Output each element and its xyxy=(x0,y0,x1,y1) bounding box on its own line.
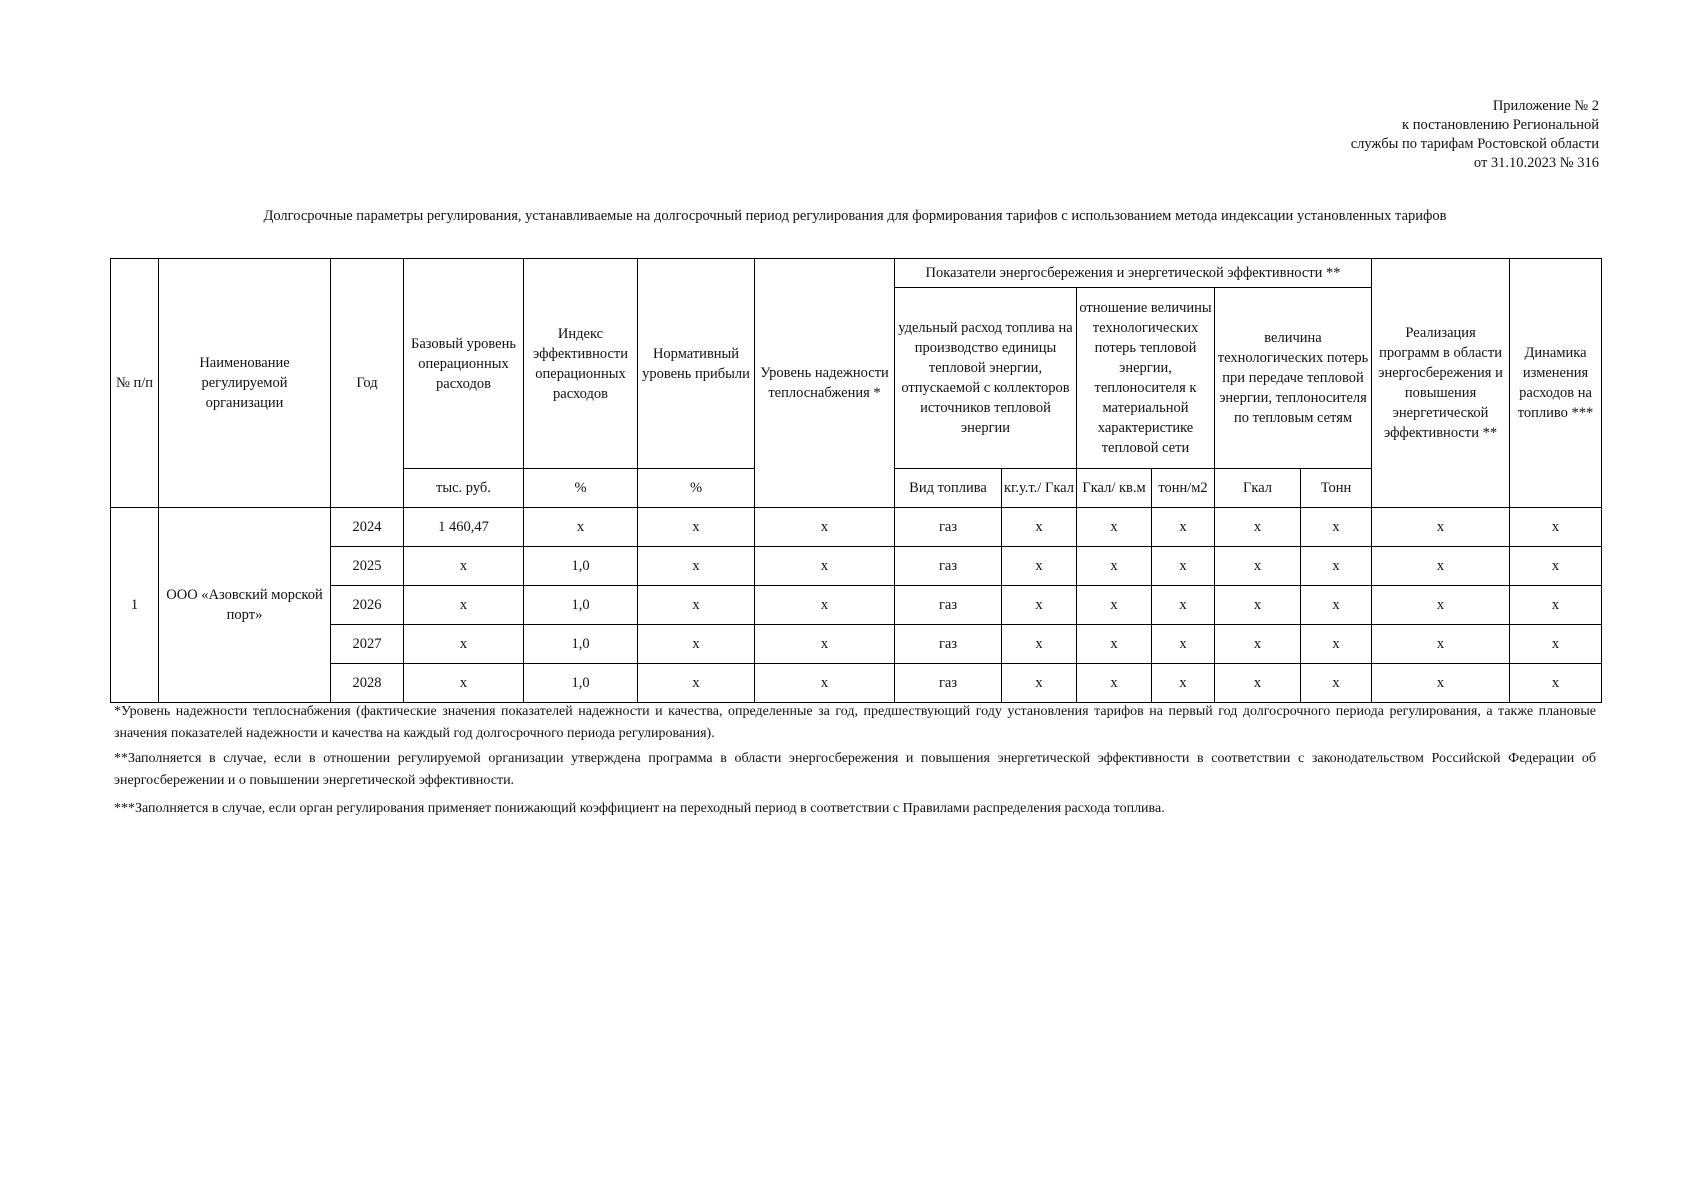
table-cell: x xyxy=(638,586,755,625)
table-cell: x xyxy=(638,547,755,586)
table-cell: x xyxy=(404,547,524,586)
table-cell: 1,0 xyxy=(524,664,638,703)
table-cell: x xyxy=(1215,547,1301,586)
table-cell: x xyxy=(1077,586,1152,625)
appendix-note xyxy=(1179,97,1599,173)
table-cell: x xyxy=(638,508,755,547)
table-cell: x xyxy=(1002,586,1077,625)
parameters-table xyxy=(110,258,1602,703)
table-cell: x xyxy=(1215,625,1301,664)
table-cell: 1,0 xyxy=(524,547,638,586)
header-loss-value: величина технологических потерь при передаче тепловой энергии, теплоносителя по тепловым сетям xyxy=(1215,288,1372,469)
table-cell: x xyxy=(1002,547,1077,586)
footnote: *Уровень надежности теплоснабжения (фактические значения показателей надежности и качества, определенные за год, предшествующий году установления тарифов на первый год долгосрочного периода регулирования, а также плановые значения показателей надежности и качества на каждый год долгосрочного периода регулирования). xyxy=(114,704,1596,741)
unit-ratio-ton: тонн/м2 xyxy=(1152,469,1215,508)
table-cell: газ xyxy=(895,664,1002,703)
table-row xyxy=(111,586,1602,625)
table-cell: x xyxy=(1372,508,1510,547)
table-cell: x xyxy=(755,625,895,664)
table-cell: x xyxy=(524,508,638,547)
table-cell: x xyxy=(755,547,895,586)
footnotes xyxy=(114,701,1596,823)
document-title: Долгосрочные параметры регулирования, устанавливаемые на долгосрочный период регулирования для формирования тарифов с использованием метода индексации установленных тарифов xyxy=(263,208,1447,224)
appendix-line: к постановлению Региональной xyxy=(1402,117,1599,133)
header-dynamics: Динамика изменения расходов на топливо *** xyxy=(1510,259,1602,508)
header-loss-ratio: отношение величины технологических потерь тепловой энергии, теплоносителя к материальной характеристике тепловой сети xyxy=(1077,288,1215,469)
table-cell: x xyxy=(755,664,895,703)
header-fuel-consumption: удельный расход топлива на производство единицы тепловой энергии, отпускаемой с коллекторов источников тепловой энергии xyxy=(895,288,1077,469)
table-cell: x xyxy=(1510,664,1602,703)
year-cell: 2027 xyxy=(331,625,404,664)
table-cell: x xyxy=(1152,664,1215,703)
table-cell: x xyxy=(1510,508,1602,547)
table-cell: x xyxy=(1372,586,1510,625)
table-row xyxy=(111,547,1602,586)
table-row xyxy=(111,625,1602,664)
table-cell: x xyxy=(404,664,524,703)
year-cell: 2024 xyxy=(331,508,404,547)
appendix-line: Приложение № 2 xyxy=(1492,98,1599,114)
header-programs: Реализация программ в области энергосбережения и повышения энергетической эффективности ** xyxy=(1372,259,1510,508)
table-cell: x xyxy=(1301,586,1372,625)
table-cell: x xyxy=(404,586,524,625)
table-cell: x xyxy=(755,586,895,625)
table-cell: газ xyxy=(895,625,1002,664)
table-cell: x xyxy=(404,625,524,664)
year-cell: 2028 xyxy=(331,664,404,703)
table-cell: газ xyxy=(895,547,1002,586)
unit-base-level: тыс. руб. xyxy=(404,469,524,508)
table-cell: x xyxy=(1152,547,1215,586)
table-cell: x xyxy=(1077,547,1152,586)
unit-fuel: кг.у.т./ Гкал xyxy=(1002,469,1077,508)
appendix-line: от 31.10.2023 № 316 xyxy=(1473,155,1599,171)
table-cell: x xyxy=(1077,508,1152,547)
header-index: Индекс эффективности операционных расходов xyxy=(524,259,638,469)
table-cell: 1,0 xyxy=(524,586,638,625)
table-cell: x xyxy=(1301,625,1372,664)
table-cell: x xyxy=(1002,664,1077,703)
unit-loss-ton: Тонн xyxy=(1301,469,1372,508)
unit-loss-gcal: Гкал xyxy=(1215,469,1301,508)
table-cell: 1 460,47 xyxy=(404,508,524,547)
table-row xyxy=(111,508,1602,547)
table-cell: x xyxy=(1215,508,1301,547)
table-cell: 1,0 xyxy=(524,625,638,664)
table-cell: x xyxy=(1510,586,1602,625)
header-org: Наименование регулируемой организации xyxy=(159,259,331,508)
table-cell: x xyxy=(1077,625,1152,664)
footnote: ***Заполняется в случае, если орган регулирования применяет понижающий коэффициент на переходный период в соответствии с Правилами распределения расхода топлива. xyxy=(114,801,1165,816)
unit-profit: % xyxy=(638,469,755,508)
unit-index: % xyxy=(524,469,638,508)
table-cell: x xyxy=(1510,547,1602,586)
table-cell: x xyxy=(1301,508,1372,547)
table-cell: газ xyxy=(895,586,1002,625)
header-year: Год xyxy=(331,259,404,508)
table-cell: x xyxy=(755,508,895,547)
table-cell: x xyxy=(1215,586,1301,625)
unit-ratio-gcal: Гкал/ кв.м xyxy=(1077,469,1152,508)
table-cell: x xyxy=(1152,586,1215,625)
table-cell: x xyxy=(638,625,755,664)
org-number-cell: 1 xyxy=(111,508,159,703)
header-num: № п/п xyxy=(111,259,159,508)
table-cell: x xyxy=(1301,664,1372,703)
table-cell: x xyxy=(1372,547,1510,586)
table-cell: x xyxy=(638,664,755,703)
table-row xyxy=(111,664,1602,703)
table-cell: x xyxy=(1372,664,1510,703)
header-row xyxy=(111,259,1602,288)
footnote: **Заполняется в случае, если в отношении регулируемой организации утверждена программа в области энергосбережения и повышения энергетической эффективности в соответствии с законодательством Российской Федерации об энергосбережении и о повышении энергетической эффективности. xyxy=(114,751,1596,788)
table-cell: x xyxy=(1077,664,1152,703)
table-cell: x xyxy=(1215,664,1301,703)
table-cell: газ xyxy=(895,508,1002,547)
table-cell: x xyxy=(1002,508,1077,547)
table-cell: x xyxy=(1372,625,1510,664)
year-cell: 2025 xyxy=(331,547,404,586)
header-base-level: Базовый уровень операционных расходов xyxy=(404,259,524,469)
header-reliability: Уровень надежности теплоснабжения * xyxy=(755,259,895,508)
appendix-line: службы по тарифам Ростовской области xyxy=(1350,136,1599,152)
table-cell: x xyxy=(1152,508,1215,547)
table-cell: x xyxy=(1002,625,1077,664)
year-cell: 2026 xyxy=(331,586,404,625)
table-cell: x xyxy=(1510,625,1602,664)
header-energy-group: Показатели энергосбережения и энергетической эффективности ** xyxy=(895,259,1372,288)
org-name-cell: ООО «Азовский морской порт» xyxy=(159,508,331,703)
table-cell: x xyxy=(1301,547,1372,586)
header-profit: Нормативный уровень прибыли xyxy=(638,259,755,469)
unit-fuel-type: Вид топлива xyxy=(895,469,1002,508)
table-cell: x xyxy=(1152,625,1215,664)
